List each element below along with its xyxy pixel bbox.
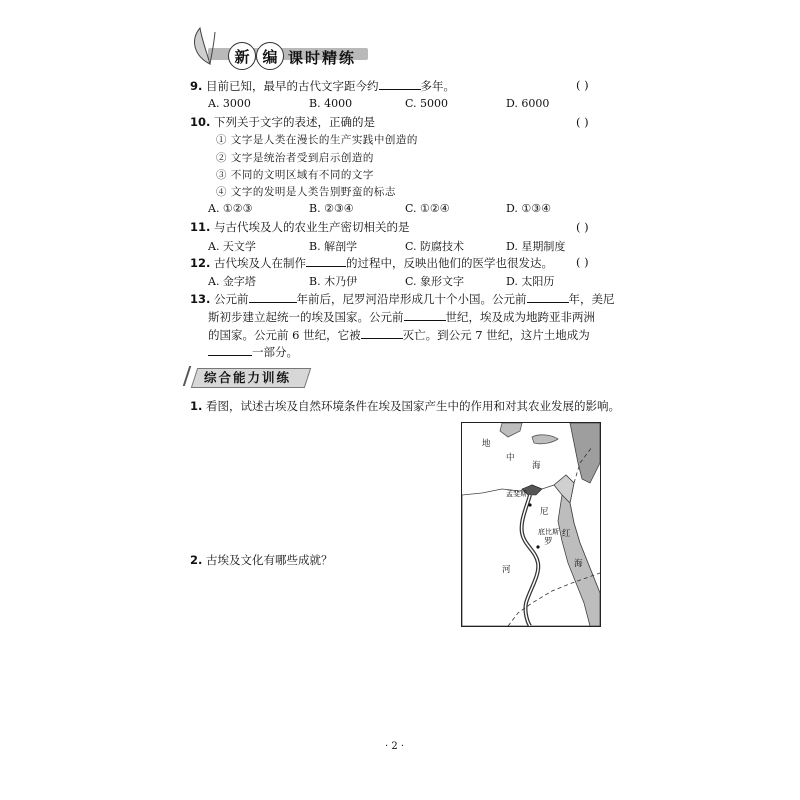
question-number: 1. bbox=[190, 399, 203, 413]
answer-blank[interactable] bbox=[404, 309, 446, 321]
map-label-memphis: 孟斐斯 bbox=[506, 490, 527, 498]
text-segment: 年前后，尼罗河沿岸形成几十个小国。公元前 bbox=[296, 292, 527, 306]
text-segment: 世纪，埃及成为地跨亚非两洲 bbox=[445, 310, 595, 324]
option-c[interactable]: C. ①②④ bbox=[405, 202, 450, 215]
question-13-line-2 bbox=[208, 309, 595, 324]
map-label-he: 河 bbox=[502, 565, 511, 575]
text-segment: 的国家。公元前 6 世纪，它被 bbox=[208, 328, 361, 342]
option-a[interactable]: A. 天文学 bbox=[208, 240, 256, 253]
question-number: 9. bbox=[190, 79, 203, 93]
option-b[interactable]: B. 木乃伊 bbox=[309, 275, 358, 288]
question-number: 11. bbox=[190, 220, 211, 234]
question-text: 与古代埃及人的农业生产密切相关的是 bbox=[214, 220, 410, 234]
option-a[interactable]: A. 3000 bbox=[208, 97, 251, 110]
option-d[interactable]: D. ①③④ bbox=[506, 202, 552, 215]
section-title: 综合能力训练 bbox=[204, 370, 292, 385]
butterfly-icon bbox=[190, 26, 216, 66]
map-label-luo: 罗 bbox=[544, 537, 553, 547]
question-12 bbox=[190, 255, 553, 270]
answer-bracket[interactable]: ( ) bbox=[576, 255, 589, 269]
option-b[interactable]: B. 解剖学 bbox=[309, 240, 358, 253]
comprehensive-question-1 bbox=[190, 399, 620, 413]
memphis-marker bbox=[528, 503, 531, 506]
thebes-marker bbox=[536, 545, 539, 548]
question-text: 古埃及文化有哪些成就？ bbox=[206, 553, 333, 567]
question-9 bbox=[190, 78, 455, 93]
header-char-1: 新 bbox=[228, 42, 256, 70]
question-number: 13. bbox=[190, 292, 211, 306]
question-number: 2. bbox=[190, 553, 203, 567]
option-b[interactable]: B. 4000 bbox=[309, 97, 353, 110]
statement-2: ② 文字是统治者受到启示创造的 bbox=[216, 152, 374, 164]
comprehensive-question-2 bbox=[190, 553, 333, 567]
statement-4: ④ 文字的发明是人类告别野蛮的标志 bbox=[216, 186, 396, 198]
option-a[interactable]: A. ①②③ bbox=[208, 202, 253, 215]
comprehensive-training-heading bbox=[190, 364, 308, 388]
text-segment: 年，美尼 bbox=[568, 292, 615, 306]
map-drawing bbox=[462, 423, 600, 626]
answer-bracket[interactable]: ( ) bbox=[576, 115, 589, 129]
question-13-line-3 bbox=[208, 327, 590, 342]
question-text: 目前已知，最早的古代文字距今约 bbox=[206, 79, 379, 93]
option-c[interactable]: C. 5000 bbox=[405, 97, 449, 110]
ancient-egypt-map bbox=[461, 422, 601, 627]
header-subtitle: 课时精练 bbox=[288, 49, 357, 67]
header-char-2: 编 bbox=[256, 42, 284, 70]
map-label-thebes: 底比斯 bbox=[538, 528, 559, 536]
page-number: · 2 · bbox=[385, 741, 405, 752]
question-number: 10. bbox=[190, 115, 211, 129]
map-label-hong: 红 bbox=[562, 529, 571, 539]
question-number: 12. bbox=[190, 256, 211, 270]
question-text-end: 多年。 bbox=[420, 79, 456, 93]
map-label-di: 地 bbox=[482, 439, 491, 449]
option-a[interactable]: A. 金字塔 bbox=[208, 275, 256, 288]
section-header-banner bbox=[190, 20, 368, 68]
question-13-line-4 bbox=[208, 344, 298, 359]
text-segment: 斯初步建立起统一的埃及国家。公元前 bbox=[208, 310, 404, 324]
map-label-ni: 尼 bbox=[540, 507, 549, 517]
answer-blank[interactable] bbox=[361, 327, 403, 339]
question-text-end: 的过程中，反映出他们的医学也很发达。 bbox=[346, 256, 554, 270]
map-label-zhong: 中 bbox=[506, 453, 515, 463]
answer-blank[interactable] bbox=[379, 78, 421, 90]
answer-blank[interactable] bbox=[527, 291, 569, 303]
question-11 bbox=[190, 220, 410, 234]
option-c[interactable]: C. 象形文字 bbox=[405, 275, 465, 288]
option-d[interactable]: D. 太阳历 bbox=[506, 275, 555, 288]
option-c[interactable]: C. 防腐技术 bbox=[405, 240, 465, 253]
answer-bracket[interactable]: ( ) bbox=[576, 220, 589, 234]
option-b[interactable]: B. ②③④ bbox=[309, 202, 354, 215]
answer-blank[interactable] bbox=[208, 344, 252, 356]
text-segment: 公元前 bbox=[214, 292, 249, 306]
question-10 bbox=[190, 115, 375, 129]
text-segment: 灭亡。到公元 7 世纪，这片土地成为 bbox=[402, 328, 590, 342]
statement-1: ① 文字是人类在漫长的生产实践中创造的 bbox=[216, 134, 418, 146]
answer-bracket[interactable]: ( ) bbox=[576, 78, 589, 92]
question-text: 看图，试述古埃及自然环境条件在埃及国家产生中的作用和对其农业发展的影响。 bbox=[206, 399, 621, 413]
question-text: 下列关于文字的表述，正确的是 bbox=[214, 115, 376, 129]
answer-blank[interactable] bbox=[306, 255, 346, 267]
text-segment: 一部分。 bbox=[252, 345, 298, 359]
statement-3: ③ 不同的文明区域有不同的文字 bbox=[216, 169, 374, 181]
option-d[interactable]: D. 6000 bbox=[506, 97, 550, 110]
map-label-hai: 海 bbox=[532, 461, 541, 471]
map-label-hai-2: 海 bbox=[574, 559, 583, 569]
question-13 bbox=[190, 291, 615, 306]
question-text: 古代埃及人在制作 bbox=[214, 256, 307, 270]
option-d[interactable]: D. 星期制度 bbox=[506, 240, 566, 253]
answer-blank[interactable] bbox=[249, 291, 297, 303]
